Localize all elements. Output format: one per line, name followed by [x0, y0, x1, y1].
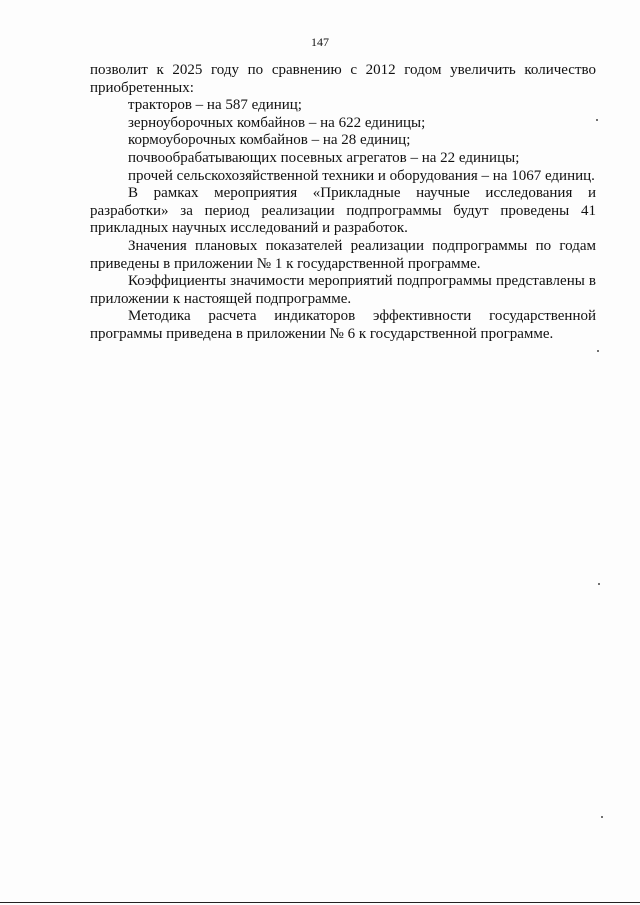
paragraph-indicators: Значения плановых показателей реализации подпрограммы по годам приведены в приложении № 1 к государственной программе. [90, 237, 596, 272]
list-item-other-equipment: прочей сельскохозяйственной техники и оборудования – на 1067 единиц. [128, 167, 595, 184]
paragraph-continuation: позволит к 2025 году по сравнению с 2012 годом увеличить количество приобретенных: [90, 62, 596, 96]
scan-edge-line [0, 902, 640, 903]
scan-speck [596, 119, 598, 121]
paragraph-research: В рамках мероприятия «Прикладные научные исследования и разработки» за период реализации подпрограммы будут проведены 41 прикладных научных исследований и разработок. [90, 185, 596, 237]
scan-speck [598, 583, 600, 585]
list-item-combines: зерноуборочных комбайнов – на 622 единицы; [128, 114, 426, 131]
scan-speck [597, 350, 599, 352]
list-item-tractors: тракторов – на 587 единиц; [128, 97, 302, 114]
list-item-tillage-units: почвообрабатывающих посевных агрегатов – на 22 единицы; [128, 149, 520, 166]
paragraph-methodology: Методика расчета индикаторов эффективности государственной программы приведена в приложении № 6 к государственной программе. [90, 308, 596, 342]
list-item-forage-harvesters: кормоуборочных комбайнов – на 28 единиц; [128, 132, 411, 149]
document-body [90, 62, 596, 344]
paragraph-coefficients: Коэффициенты значимости мероприятий подпрограммы представлены в приложении к настоящей подпрограмме. [90, 273, 596, 307]
page-number: 147 [311, 35, 329, 49]
scan-speck [601, 816, 603, 818]
